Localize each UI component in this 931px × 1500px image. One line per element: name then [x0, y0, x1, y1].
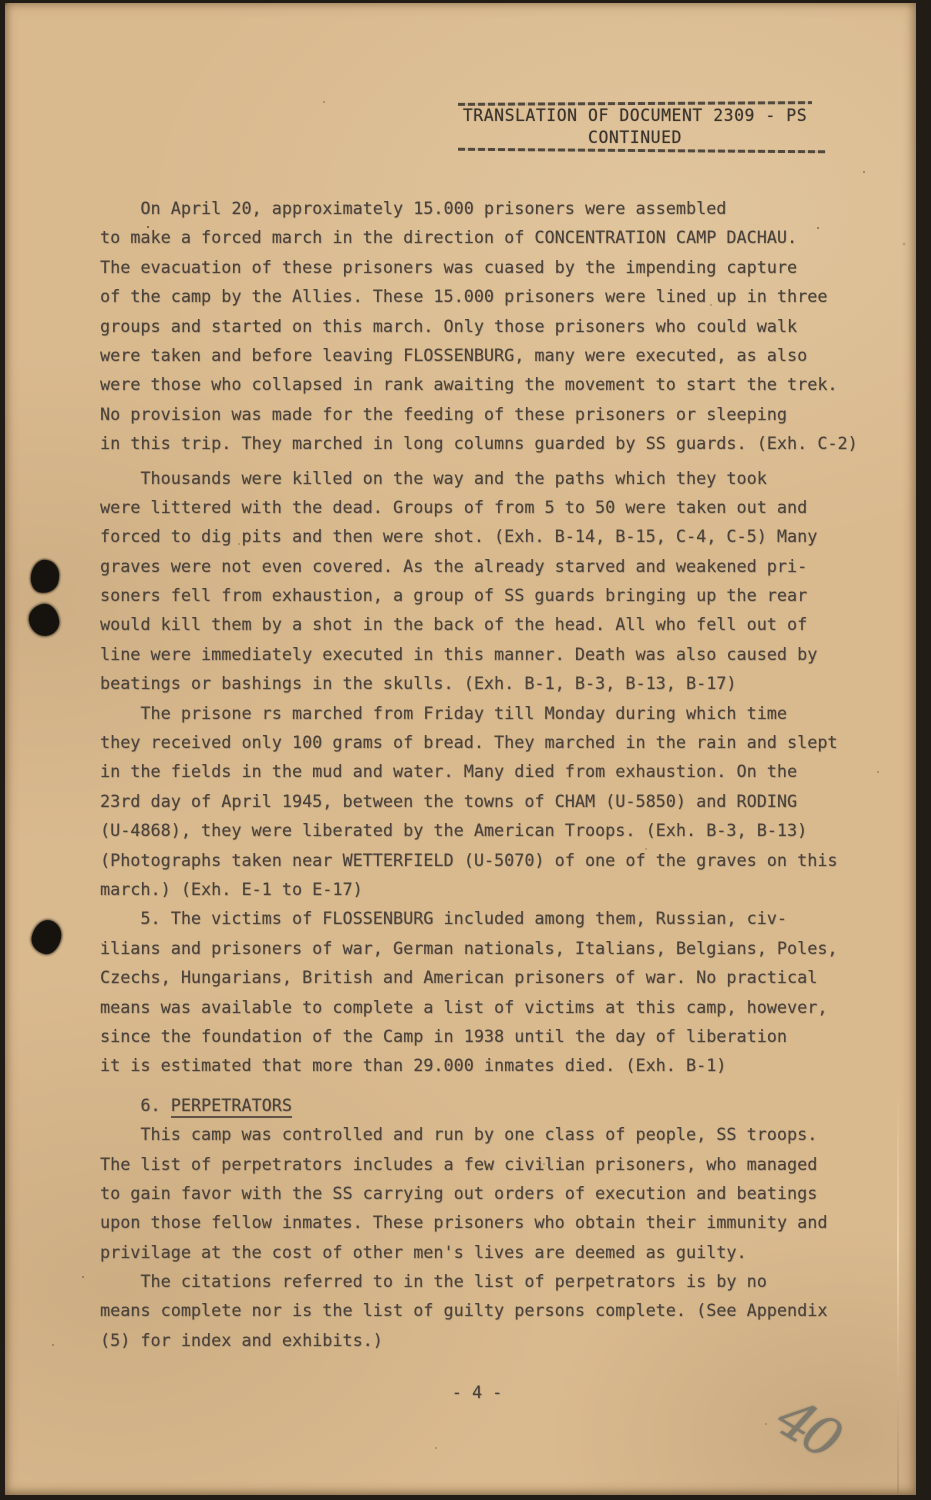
text-line: means was available to complete a list of victims at this camp, however,: [100, 996, 828, 1017]
text-line: groups and started on this march. Only those prisoners who could walk: [100, 315, 798, 336]
text-line: The citations referred to in the list of perpetrators is by no: [100, 1271, 767, 1292]
text-line: to make a forced march in the direction of CONCENTRATION CAMP DACHAU.: [100, 227, 798, 248]
section-number: 6.: [100, 1094, 171, 1115]
paragraph-evacuation-march: [100, 194, 880, 459]
text-line: of the camp by the Allies. These 15.000 prisoners were lined up in three: [100, 286, 828, 307]
text-line: The list of perpetrators includes a few civilian prisoners, who managed: [100, 1153, 818, 1174]
text-line: 23rd day of April 1945, between the towns of CHAM (U-5850) and RODING: [100, 790, 798, 811]
text-line: they received only 100 grams of bread. They marched in the rain and slept: [100, 732, 838, 753]
text-line: graves were not even covered. As the already starved and weakened pri-: [100, 555, 808, 576]
section-heading-perpetrators: [100, 1091, 880, 1120]
text-line: 5. The victims of FLOSSENBURG included among them, Russian, civ-: [100, 908, 788, 929]
paragraph-march-liberation: [100, 699, 880, 905]
text-line: (5) for index and exhibits.): [100, 1329, 383, 1350]
text-line: upon those fellow inmates. These prisoners who obtain their immunity and: [100, 1212, 828, 1233]
text-line: in this trip. They marched in long columns guarded by SS guards. (Exh. C-2): [100, 433, 858, 454]
text-line: On April 20, approximately 15.000 prisoners were assembled: [100, 198, 727, 218]
text-line: means complete nor is the list of guilty persons complete. (See Appendix: [100, 1300, 828, 1321]
text-line: soners fell from exhaustion, a group of SS guards bringing up the rear: [100, 585, 808, 606]
text-line: Czechs, Hungarians, British and American prisoners of war. No practical: [100, 967, 818, 988]
text-line: were those who collapsed in rank awaiting the movement to start the trek.: [100, 374, 838, 395]
document-header-stamp: [458, 102, 812, 152]
paragraph-camp-control: [100, 1120, 880, 1267]
handwritten-page-annotation: 40: [765, 1385, 849, 1470]
text-line: forced to dig pits and then were shot. (Exh. B-14, B-15, C-4, C-5) Many: [100, 526, 818, 547]
text-line: beatings or bashings in the skulls. (Exh. B-1, B-3, B-13, B-17): [100, 673, 737, 694]
text-line: it is estimated that more than 29.000 inmates died. (Exh. B-1): [100, 1055, 727, 1076]
text-line: march.) (Exh. E-1 to E-17): [100, 878, 363, 899]
text-line: (Photographs taken near WETTERFIELD (U-5070) of one of the graves on this: [100, 849, 838, 870]
text-line: were littered with the dead. Groups of from 5 to 50 were taken out and: [100, 496, 808, 517]
text-line: No provision was made for the feeding of these prisoners or sleeping: [100, 403, 788, 424]
paragraph-5-victims: [100, 904, 880, 1080]
paper-speckles: [5, 3, 7, 5]
text-line: The evacuation of these prisoners was cuased by the impending capture: [100, 256, 798, 277]
text-line: to gain favor with the SS carrying out orders of execution and beatings: [100, 1182, 818, 1203]
text-line: since the foundation of the Camp in 1938 until the day of liberation: [100, 1025, 788, 1046]
text-line: line were immediately executed in this manner. Death was also caused by: [100, 643, 818, 664]
document-title: TRANSLATION OF DOCUMENT 2309 - PS: [462, 106, 808, 125]
text-line: Thousands were killed on the way and the paths which they took: [100, 467, 767, 488]
document-subtitle: CONTINUED: [588, 128, 682, 147]
text-line: (U-4868), they were liberated by the American Troops. (Exh. B-3, B-13): [100, 820, 808, 841]
text-line: ilians and prisoners of war, German nationals, Italians, Belgians, Poles,: [100, 937, 838, 958]
paragraph-killings-on-way: [100, 464, 880, 699]
text-line: The prisone rs marched from Friday till Monday during which time: [100, 702, 788, 723]
text-line: were taken and before leaving FLOSSENBURG, many were executed, as also: [100, 344, 808, 365]
text-line: would kill them by a shot in the back of the head. All who fell out of: [100, 614, 808, 635]
text-line: This camp was controlled and run by one class of people, SS troops.: [100, 1124, 818, 1145]
typed-text-body: [100, 194, 880, 1408]
section-title: PERPETRATORS: [171, 1095, 292, 1118]
text-line: privilage at the cost of other men's lives are deemed as guilty.: [100, 1241, 747, 1262]
paper-crease: [897, 1083, 899, 1493]
page-number: - 4 -: [451, 1382, 503, 1403]
text-line: in the fields in the mud and water. Many died from exhaustion. On the: [100, 761, 798, 782]
paragraph-citations: [100, 1267, 880, 1355]
